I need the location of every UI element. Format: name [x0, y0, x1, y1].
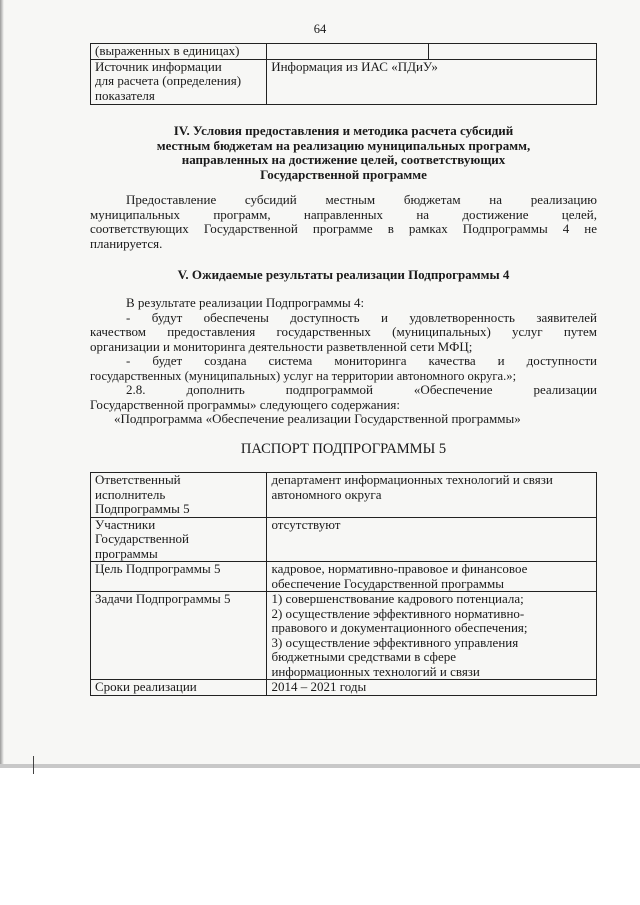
text-line: 2) осуществление эффективного нормативно-: [271, 605, 525, 621]
text-line: Ответственный: [95, 472, 181, 487]
text-line: Государственной: [95, 531, 190, 546]
table-cell: [267, 473, 597, 518]
table-cell: [267, 592, 597, 680]
text-line: кадровое, нормативно-правовое и финансовое: [271, 561, 528, 576]
text-line: Предоставление субсидий местным бюджетам на реализацию: [126, 192, 597, 207]
text-line: информационных технологий и связи: [271, 663, 480, 679]
table-cell: [91, 592, 267, 680]
text-line: правового и документационного обеспечения;: [271, 620, 528, 635]
text-line: Цель Подпрограммы 5: [95, 561, 221, 576]
text-line: - будут обеспечены доступность и удовлетворенность заявителей: [126, 309, 597, 325]
text-line: 3) осуществление эффективного управления: [271, 634, 519, 650]
text-line: Участники: [95, 516, 156, 532]
passport-title: ПАСПОРТ ПОДПРОГРАММЫ 5: [240, 441, 447, 457]
text-line: бюджетными средствами в сфере: [271, 649, 457, 664]
table-row: [91, 473, 597, 518]
text-line: планируется.: [90, 235, 163, 251]
text-line: Сроки реализации: [95, 679, 197, 694]
table-cell: [267, 44, 429, 60]
table-cell: [267, 562, 597, 592]
text-line: департамент информационных технологий и связи: [271, 472, 553, 487]
heading-line: местным бюджетам на реализацию муниципальных программ,: [156, 137, 531, 153]
table-cell: [429, 44, 597, 60]
table-row: [91, 592, 597, 680]
table-row: [91, 517, 597, 562]
heading-line: Государственной программе: [260, 166, 427, 182]
table-cell: (выраженных в единицах): [91, 44, 267, 60]
heading-line: направленных на достижение целей, соответствующих: [181, 152, 506, 167]
section-5-body: [90, 296, 597, 427]
table-cell: Информация из ИАС «ПДиУ»: [267, 59, 597, 104]
scan-left-edge: [0, 0, 4, 768]
page-number: 64: [313, 22, 327, 36]
text-line: обеспечение Государственной программы: [271, 575, 504, 591]
text-line: качеством предоставления государственных (муниципальных) услуг путем: [90, 324, 597, 339]
text-line: «Подпрограмма «Обеспечение реализации Государственной программы»: [114, 411, 521, 426]
heading-line: IV. Условия предоставления и методика расчета субсидий: [173, 123, 514, 138]
text-line: 1) совершенствование кадрового потенциала;: [271, 591, 524, 606]
table-cell: [91, 473, 267, 518]
table-row: [91, 44, 597, 60]
scan-margin-mark: [33, 756, 34, 774]
text-line: Задачи Подпрограммы 5: [95, 591, 231, 606]
table-cell: [91, 517, 267, 562]
text-line: В результате реализации Подпрограммы 4:: [126, 295, 365, 310]
text-line: исполнитель: [95, 486, 166, 502]
table-cell: [267, 517, 597, 562]
text-line: Источник информации: [95, 58, 222, 74]
text-line: государственных (муниципальных) услуг на территории автономного округа.»;: [90, 368, 517, 383]
section-4-heading: [90, 124, 597, 182]
text-line: для расчета (определения): [95, 73, 242, 88]
table-cell: [91, 562, 267, 592]
table-row: [91, 680, 597, 696]
text-line: - будет создана система мониторинга качества и доступности: [126, 353, 597, 368]
table-cell: [267, 680, 597, 696]
section-5-heading: V. Ожидаемые результаты реализации Подпрограммы 4: [177, 267, 510, 282]
text-line: 2014 – 2021 годы: [271, 679, 367, 694]
passport-table: [90, 472, 597, 696]
text-line: Подпрограммы 5: [95, 501, 190, 516]
section-4-body: [90, 193, 597, 251]
text-line: 2.8. дополнить подпрограммой «Обеспечение реализации: [126, 382, 597, 397]
table-row: [91, 562, 597, 592]
indicator-table-fragment: [90, 43, 597, 105]
text-line: организации и мониторинга деятельности разветвленной сети МФЦ;: [90, 338, 473, 354]
text-line: муниципальных программ, направленных на достижение целей,: [90, 206, 597, 222]
text-line: отсутствуют: [271, 516, 341, 532]
text-line: программы: [95, 545, 158, 561]
table-cell: [91, 680, 267, 696]
scan-bottom-edge: [0, 764, 640, 768]
table-row: [91, 59, 597, 104]
table-cell: [91, 59, 267, 104]
text-line: соответствующих Государственной программе в рамках Подпрограммы 4 не: [90, 221, 597, 236]
text-line: показателя: [95, 87, 155, 103]
text-line: автономного округа: [271, 486, 382, 502]
text-line: Государственной программы» следующего содержания:: [90, 396, 401, 412]
